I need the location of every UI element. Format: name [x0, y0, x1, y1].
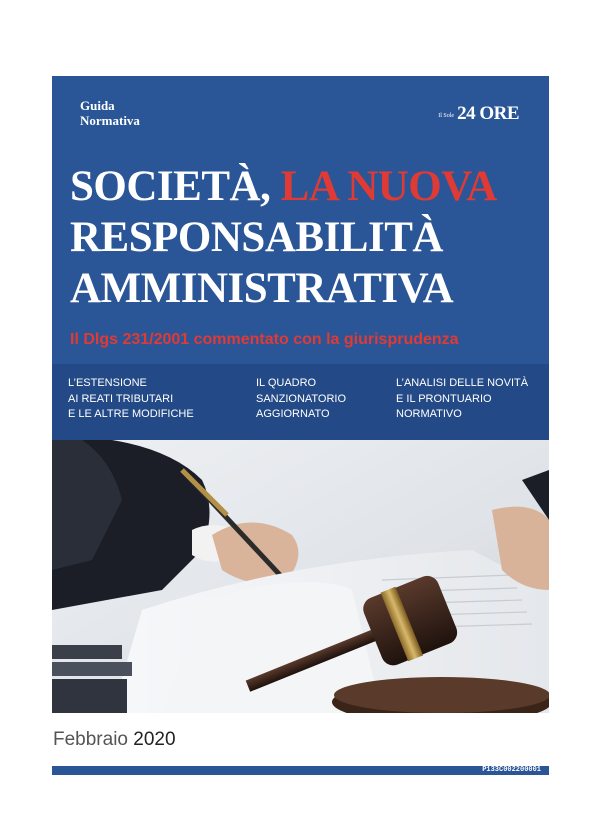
headline-line2: RESPONSABILITÀ [70, 214, 443, 261]
cover-photo-gavel-and-documents [52, 440, 549, 713]
headline-line1-red: LA NUOVA [280, 163, 497, 210]
bottom-bar [52, 766, 549, 775]
headline-line1-white: SOCIETÀ, [70, 163, 281, 210]
series-line-1: Guida [80, 98, 115, 113]
series-brand [80, 98, 140, 128]
cover-headline [70, 161, 540, 314]
publisher-logo-big: 24 ORE [457, 103, 519, 124]
cover-subtitle: Il Dlgs 231/2001 commentato con la giurisprudenza [70, 331, 459, 348]
feature-item-3: L’ANALISI DELLE NOVITÀ E IL PRONTUARIO NORMATIVO [396, 377, 529, 420]
feature-item-2: IL QUADRO SANZIONATORIO AGGIORNATO [256, 377, 347, 420]
date-year: 2020 [133, 729, 176, 750]
product-code: P133C002200001 [482, 766, 541, 774]
publication-date [53, 729, 176, 751]
date-month: Febbraio [53, 729, 134, 750]
series-line-2: Normativa [80, 113, 140, 128]
cover-panel [52, 76, 549, 713]
publisher-logo-small: Il Sole [438, 113, 455, 119]
publisher-logo [438, 104, 519, 123]
headline-line3: AMMINISTRATIVA [70, 265, 454, 312]
features-band [52, 364, 549, 440]
feature-item-1: L’ESTENSIONE AI REATI TRIBUTARI E LE ALTRE MODIFICHE [68, 377, 194, 420]
